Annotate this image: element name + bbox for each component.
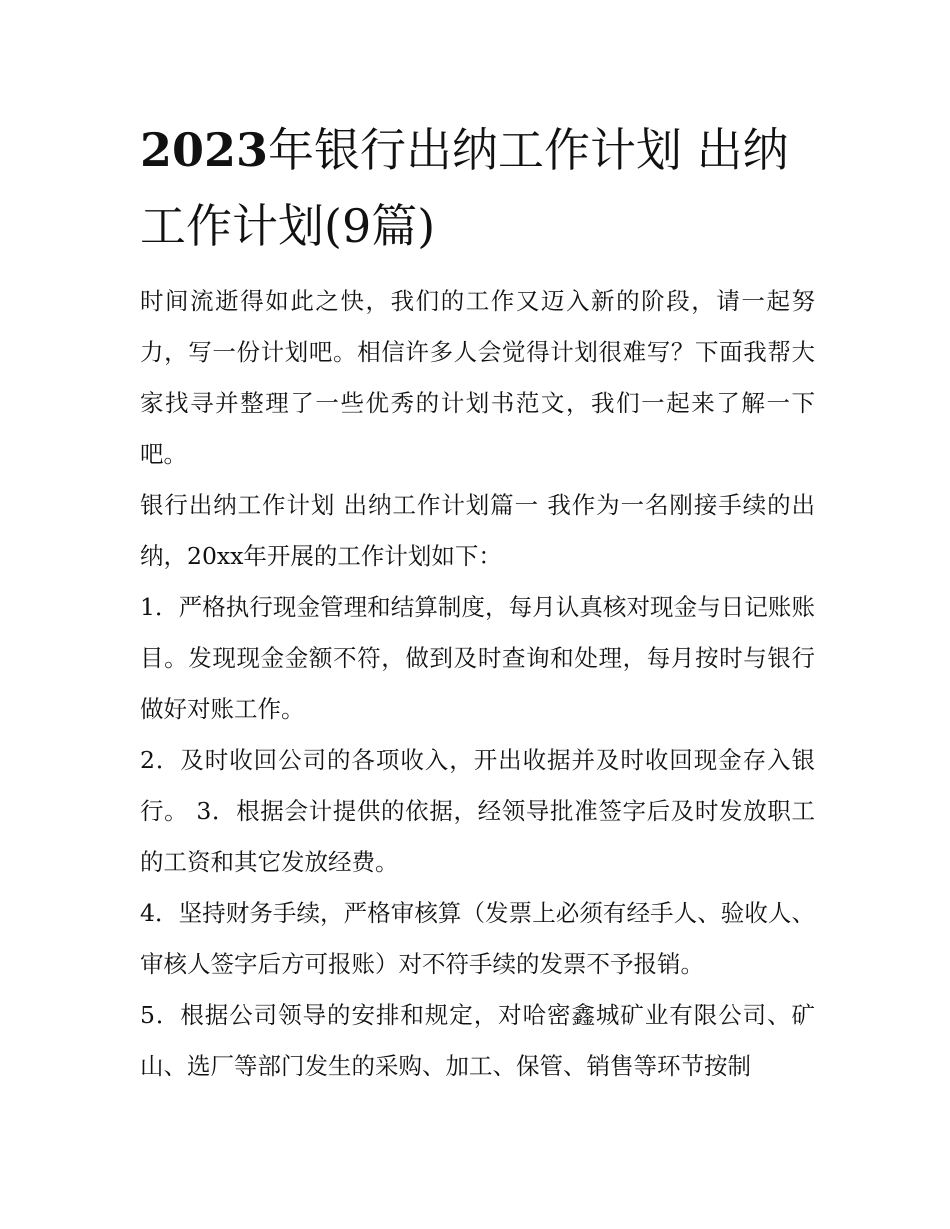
title-year: 2023 [140,123,269,177]
paragraph-item-2-3: 2．及时收回公司的各项收入，开出收据并及时收回现金存入银行。 3．根据会计提供的依据，经领导批准签字后及时发放职工的工资和其它发放经费。 [140,746,815,876]
document-body [140,276,815,1092]
paragraph-item-5: 5．根据公司领导的安排和规定，对哈密鑫城矿业有限公司、矿山、选厂等部门发生的采购、加工、保管、销售等环节按制 [140,1001,815,1080]
paragraph-section-heading: 银行出纳工作计划 出纳工作计划篇一 我作为一名刚接手续的出纳，20xx年开展的工作计划如下： [140,491,815,570]
paragraph-item-1: 1．严格执行现金管理和结算制度，每月认真核对现金与日记账账目。发现现金金额不符，做到及时查询和处理，每月按时与银行做好对账工作。 [140,593,815,723]
paragraph-item-4: 4．坚持财务手续，严格审核算（发票上必须有经手人、验收人、审核人签字后方可报账）对不符手续的发票不予报销。 [140,899,815,978]
paragraph-intro: 时间流逝得如此之快，我们的工作又迈入新的阶段，请一起努力，写一份计划吧。相信许多人会觉得计划很难写？下面我帮大家找寻并整理了一些优秀的计划书范文，我们一起来了解一下吧。 [140,287,815,468]
title-text: 年银行出纳工作计划 出纳工作计划(9篇) [140,123,789,253]
document-title [140,112,815,264]
